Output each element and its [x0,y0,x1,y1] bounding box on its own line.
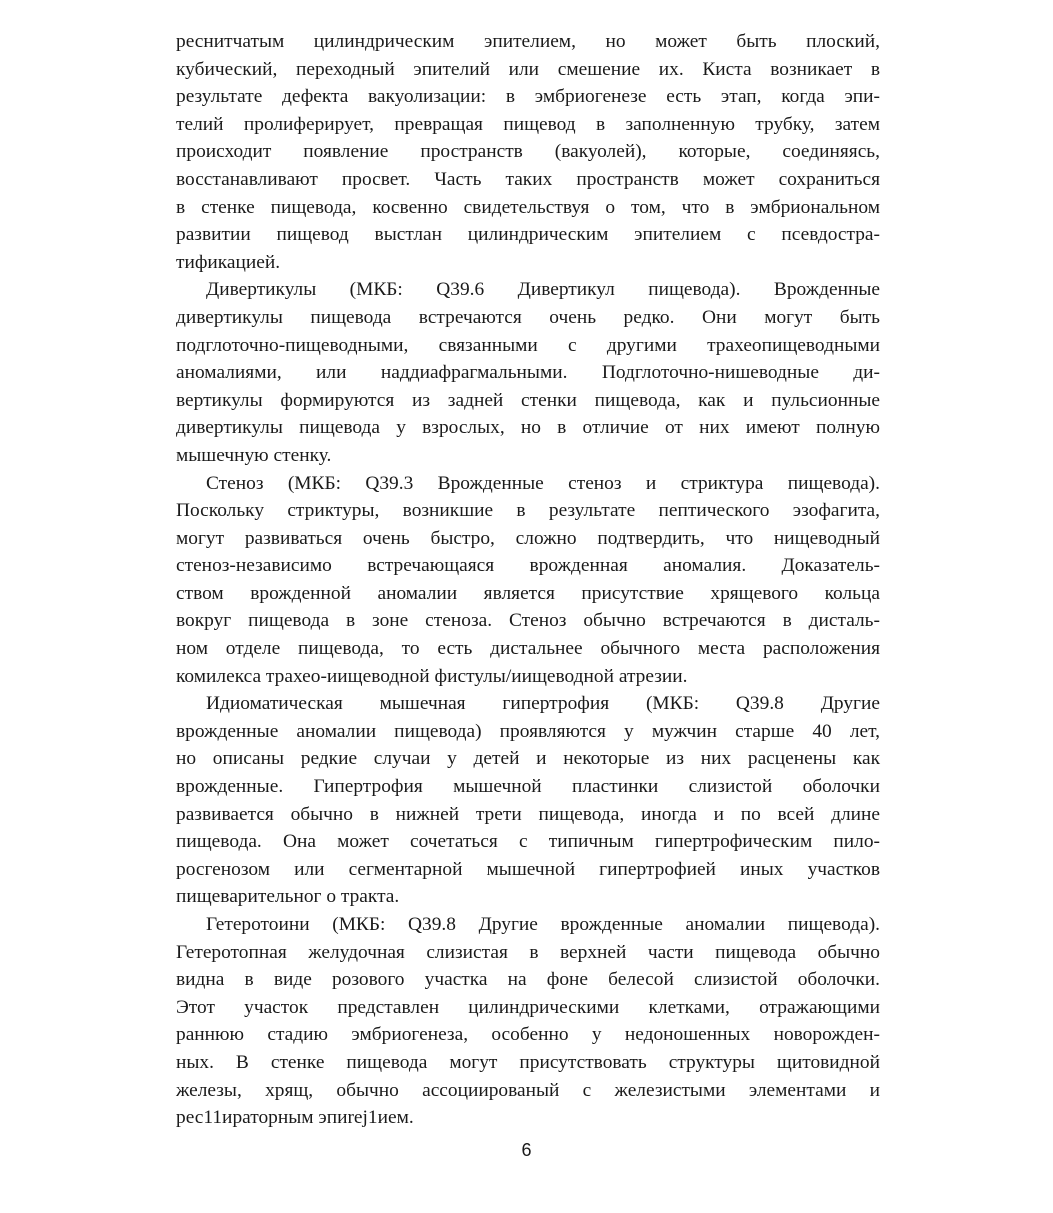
text-line: вертикулы формируются из задней стенки пищевода, как и пульсионные [176,389,880,411]
text-line: Дивертикулы (МКБ: Q39.6 Дивертикул пищевода). Врожденные [206,279,880,301]
text-line: врожденные. Гипертрофия мышечной пластинки слизистой оболочки [176,776,880,798]
text-line: Идиоматическая мышечная гипертрофия (МКБ: Q39.8 Другие [206,693,880,715]
text-line: восстанавливают просвет. Часть таких пространств может сохраниться [176,168,880,190]
text-line: раннюю стадию эмбриогенеза, особенно у недоношенных новорожден- [176,1024,880,1046]
text-line: но описаны редкие случаи у детей и некоторые из них расценены как [176,748,880,770]
text-line: кубический, переходный эпителий или смешение их. Киста возникает в [176,58,880,80]
paragraph-diverticula [176,276,880,469]
text-line: пищевода. Она может сочетаться с типичным гипертрофическим пило- [176,831,880,853]
paragraph-heterotopia [176,911,880,1132]
text-line: врожденные аномалии пищевода) проявляются у мужчин старше 40 лет, [176,720,880,742]
text-line: происходит появление пространств (вакуолей), которые, соединяясь, [176,141,880,163]
text-line: рес11ираторным эпиrej1ием. [176,1107,414,1129]
text-line: Этот участок представлен цилиндрическими клетками, отражающими [176,996,880,1018]
text-line: ном отделе пищевода, то есть дистальнее обычного места расположения [176,638,880,660]
text-line: Поскольку стриктуры, возникшие в результате пептического эзофагита, [176,500,880,522]
paragraph-muscular-hypertrophy [176,690,880,911]
text-line: аномалиями, или наддиафрагмальными. Подглоточно-нишеводные ди- [176,362,880,384]
text-line: росгенозом или сегментарной мышечной гипертрофией иных участков [176,858,880,880]
text-line: ных. В стенке пищевода могут присутствовать структуры щитовидной [176,1051,880,1073]
text-line: Стеноз (МКБ: Q39.3 Врожденные стеноз и стриктура пищевода). [206,472,880,494]
text-line: ством врожденной аномалии является присутствие хрящевого кольца [176,582,880,604]
text-line: пищеварительног о тракта. [176,886,400,908]
text-line: видна в виде розового участка на фоне белесой слизистой оболочки. [176,969,880,991]
text-line: в стенке пищевода, косвенно свидетельствуя о том, что в эмбриональном [176,196,880,218]
text-line: мышечную стенку. [176,444,332,466]
text-line: реснитчатым цилиндрическим эпителием, но может быть плоский, [176,31,880,52]
text-line: железы, хрящ, обычно ассоциированый с железистыми элементами и [176,1079,880,1101]
text-line: стеноз-независимо встречающаяся врожденная аномалия. Доказатель- [176,555,880,577]
text-line: развивается обычно в нижней трети пищевода, иногда и по всей длине [176,803,880,825]
text-line: комилекса трахео-иищеводной фистулы/иищеводной атрезии. [176,665,688,687]
text-line: подглоточно-пищеводными, связанными с другими трахеопищеводными [176,334,880,356]
text-line: дивертикулы пищевода встречаются очень редко. Они могут быть [176,306,880,328]
text-line: тификацией. [176,251,281,273]
text-line: дивертикулы пищевода у взрослых, но в отличие от них имеют полную [176,417,880,439]
text-line: могут развиваться очень быстро, сложно подтвердить, что нищеводный [176,527,880,549]
page-number: 6 [521,1140,532,1160]
text-line: Гетеротопная желудочная слизистая в верхней части пищевода обычно [176,941,880,963]
document-page [176,28,880,1132]
paragraph-stenosis [176,470,880,691]
paragraph-esophageal-cyst [176,28,880,276]
text-line: телий пролиферирует, превращая пищевод в заполненную трубку, затем [176,113,880,135]
text-line: вокруг пищевода в зоне стеноза. Стеноз обычно встречаются в дисталь- [176,610,880,632]
text-line: результате дефекта вакуолизации: в эмбриогенезе есть этап, когда эпи- [176,86,880,108]
text-line: Гетеротоини (МКБ: Q39.8 Другие врожденные аномалии пищевода). [206,914,880,935]
text-line: развитии пищевод выстлан цилиндрическим эпителием с псевдостра- [176,224,880,246]
